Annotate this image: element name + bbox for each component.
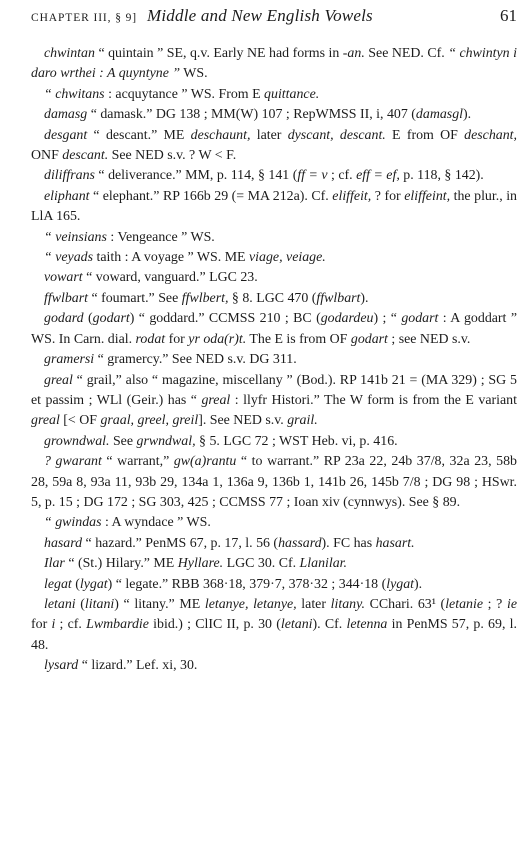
italic-run: ie: [506, 596, 517, 612]
italic-run: letanie: [445, 596, 483, 612]
chapter-reference: CHAPTER III, § 9]: [31, 12, 138, 24]
italic-run: hassard: [278, 535, 322, 551]
text-run: : llyfr Histori.” The W form is from the E variant: [230, 392, 517, 408]
glossary-entry: [31, 126, 517, 167]
italic-run: diliffrans: [44, 168, 95, 184]
glossary-entry: [31, 44, 517, 85]
italic-run: damasg: [44, 107, 88, 123]
text-run: ) “ goddard.” CCMSS 210 ; BC (: [129, 311, 321, 327]
glossary-entry: [31, 513, 517, 533]
text-run: The E is from OF: [246, 331, 351, 347]
text-run: ) ; “: [373, 311, 402, 327]
italic-run: letenna: [346, 617, 388, 633]
text-run: “ deliverance.” MM, p. 114, § 141 (: [94, 168, 298, 184]
italic-run: Llanilar.: [299, 556, 348, 572]
italic-run: ? gwarant: [44, 454, 102, 470]
italic-run: hasard: [44, 535, 83, 551]
italic-run: rodat: [135, 331, 166, 347]
text-run: ; see NED s.v.: [387, 331, 471, 347]
text-run: “ hazard.” PenMS 67, p. 17, l. 56 (: [82, 535, 279, 551]
italic-run: lygat: [386, 576, 414, 592]
text-run: for: [31, 617, 52, 633]
text-run: in PenMS 57, p. 69, l. 48.: [31, 617, 517, 653]
text-run: ]. See NED s.v.: [198, 413, 288, 429]
text-run: later: [296, 596, 331, 612]
italic-run: greal: [31, 413, 60, 429]
text-run: “ (St.) Hilary.” ME: [64, 556, 178, 572]
italic-run: letanye, letanye,: [204, 596, 297, 612]
italic-run: ffwlbart: [44, 290, 88, 306]
italic-run: letani: [44, 596, 76, 612]
page-number: 61: [500, 6, 517, 25]
italic-run: ffwlbart: [316, 290, 361, 306]
text-run: ).: [414, 576, 423, 592]
italic-run: “ gwindas: [44, 515, 102, 531]
text-run: : Vengeance ” WS.: [106, 229, 215, 245]
text-run: ibid.) ; ClIC II, p. 30 (: [148, 617, 281, 633]
text-run: ) “ litany.” ME: [114, 596, 205, 612]
glossary-entry: [31, 248, 517, 268]
italic-run: ff = v: [297, 168, 328, 184]
glossary-entry: [31, 268, 517, 288]
italic-run: greal: [201, 392, 231, 408]
italic-run: gw(a)rantu: [173, 454, 237, 470]
text-run: See NED. Cf.: [364, 46, 449, 61]
text-run: “ gramercy.” See NED s.v. DG 311.: [94, 352, 297, 368]
text-run: later: [250, 127, 288, 143]
italic-run: graal, greel, greil: [100, 413, 199, 429]
italic-run: quittance.: [264, 86, 320, 102]
italic-run: eliffeit,: [332, 188, 372, 204]
italic-run: Hyllare.: [177, 556, 224, 572]
glossary-entry: [31, 432, 517, 452]
text-run: See NED s.v. ? W < F.: [108, 148, 237, 164]
italic-run: litany.: [330, 596, 365, 612]
glossary-entry: [31, 289, 517, 309]
text-run: “ quintain ” SE, q.v. Early NE had forms in: [94, 46, 343, 61]
italic-run: growndwal.: [44, 433, 110, 449]
italic-run: legat: [44, 576, 72, 592]
glossary-entry: [31, 452, 517, 513]
text-run: “ descant.” ME: [87, 127, 191, 143]
glossary-entry: [31, 554, 517, 574]
italic-run: chwintan: [44, 46, 95, 61]
running-head: [31, 6, 517, 30]
text-run: “ lizard.” Lef. xi, 30.: [78, 658, 198, 674]
italic-run: grail.: [287, 413, 318, 429]
italic-run: “ veyads: [44, 250, 93, 266]
italic-run: litani: [84, 596, 115, 612]
italic-run: “ chwitans: [44, 86, 105, 102]
italic-run: eff = ef,: [356, 168, 400, 184]
text-run: § 5. LGC 72 ; WST Heb. vi, p. 416.: [195, 433, 398, 449]
italic-run: grwndwal,: [136, 433, 196, 449]
text-run: CChari. 63¹ (: [364, 596, 446, 612]
italic-run: greal: [44, 372, 73, 388]
italic-run: desgant: [44, 127, 88, 143]
italic-run: lygat: [79, 576, 108, 592]
text-run: “ elephant.” RP 166b 29 (= MA 212a). Cf.: [89, 188, 333, 204]
text-run: ; ?: [483, 596, 507, 612]
italic-run: vowart: [44, 270, 83, 286]
text-run: the plur., in LlA 165.: [31, 188, 518, 225]
glossary-entry: [31, 309, 517, 350]
text-run: See: [109, 433, 137, 449]
text-run: “ voward, vanguard.” LGC 23.: [82, 270, 258, 286]
italic-run: eliphant: [44, 188, 90, 204]
italic-run: deschant,: [464, 127, 518, 143]
italic-run: gramersi: [44, 352, 95, 368]
text-run: [< OF: [59, 413, 101, 429]
italic-run: Ilar: [44, 556, 65, 572]
glossary-entry: [31, 595, 517, 656]
glossary-entry: [31, 656, 517, 676]
glossary-entry: [31, 534, 517, 554]
italic-run: i: [51, 617, 56, 633]
text-run: “ damask.” DG 138 ; MM(W) 107 ; RepWMSS II, i, 407 (: [87, 107, 416, 123]
italic-run: godardeu: [320, 311, 374, 327]
italic-run: godart: [401, 311, 439, 327]
glossary-entry: [31, 228, 517, 248]
text-run: (: [71, 576, 80, 592]
italic-run: godart: [92, 311, 130, 327]
glossary-entry: [31, 350, 517, 370]
text-run: ONF: [31, 148, 63, 164]
italic-run: viage, veiage.: [249, 250, 326, 266]
italic-run: dyscant, descant.: [287, 127, 386, 143]
text-run: (: [75, 596, 85, 612]
italic-run: Lwmbardie: [86, 617, 149, 633]
italic-run: -an.: [342, 46, 365, 61]
text-run: : A wyndace ” WS.: [101, 515, 211, 531]
glossary-entry: [31, 187, 517, 228]
text-run: ).: [463, 107, 472, 123]
italic-run: lysard: [44, 658, 79, 674]
text-run: “ to warrant.” RP 23a 22, 24b 37/8, 32a 23, 58b 28, 59a 8, 93a 11, 93b 29, 134a 1, 136a 9, 136b 1, 141b 26, 145b 7/8 ; DG 98 ; HSwr. 5, p. 15 ; DG 172 ; SG 303, 425 ; CCMSS 77 ; Ioan xiv (cynnwys). See § 89.: [31, 454, 517, 510]
text-run: ? for: [371, 188, 405, 204]
text-run: ) “ legate.” RBB 368·18, 379·7, 378·32 ; 344·18 (: [107, 576, 387, 592]
text-run: ). FC has: [321, 535, 376, 551]
text-run: for: [165, 331, 189, 347]
italic-run: deschaunt,: [190, 127, 251, 143]
italic-run: letani: [280, 617, 313, 633]
text-run: : acquytance ” WS. From E: [104, 86, 265, 102]
italic-run: “ veinsians: [44, 229, 107, 245]
italic-run: damasgl: [415, 107, 463, 123]
text-run: LGC 30. Cf.: [223, 556, 300, 572]
italic-run: godart: [350, 331, 388, 347]
glossary-entry: [31, 371, 517, 432]
text-run: “ grail,” also “ magazine, miscellany ” (Bod.). RP 141b 21 = (MA 329) ; SG 5 et passim ; WLl (Geir.) has “: [31, 372, 517, 408]
glossary-entry: [31, 105, 517, 125]
glossary-entry: [31, 85, 517, 105]
glossary-entry: [31, 166, 517, 186]
italic-run: yr oda(r)t.: [188, 331, 247, 347]
running-title: Middle and New English Vowels: [147, 6, 373, 25]
text-run: ; cf.: [327, 168, 357, 184]
glossary-entries: [31, 44, 517, 677]
italic-run: eliffeint,: [404, 188, 451, 204]
text-run: ; cf.: [55, 617, 87, 633]
text-run: “ foumart.” See: [88, 290, 182, 306]
text-run: : A goddart ” WS. In Carn. dial.: [31, 311, 517, 347]
text-run: E from OF: [385, 127, 465, 143]
text-run: (: [83, 311, 93, 327]
text-run: “ warrant,”: [101, 454, 174, 470]
italic-run: descant.: [62, 148, 109, 164]
italic-run: godard: [44, 311, 84, 327]
italic-run: “ chwintyn i daro wrthei : A quyntyne ”: [31, 46, 517, 82]
text-run: ). Cf.: [312, 617, 347, 633]
text-run: WS.: [180, 66, 208, 82]
italic-run: ffwlbert,: [181, 290, 229, 306]
text-run: ).: [360, 290, 369, 306]
italic-run: hasart.: [375, 535, 415, 551]
text-run: taith : A voyage ” WS. ME: [93, 250, 249, 266]
text-run: § 8. LGC 470 (: [228, 290, 317, 306]
glossary-entry: [31, 575, 517, 595]
text-run: p. 118, § 142).: [399, 168, 484, 184]
